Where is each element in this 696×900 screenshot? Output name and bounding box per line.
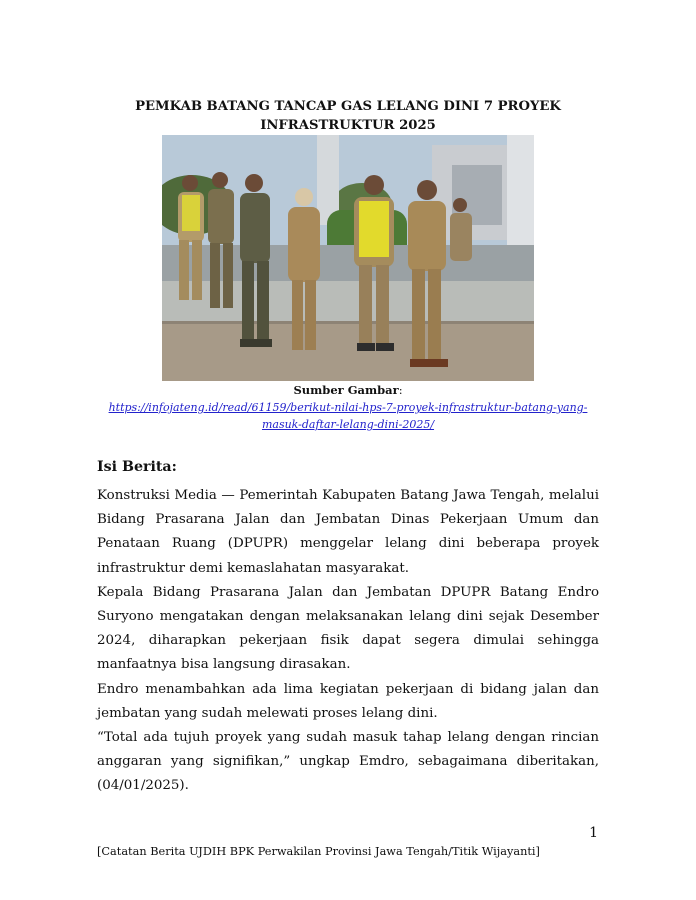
page-footer: [Catatan Berita UJDIH BPK Perwakilan Provinsi Jawa Tengah/Titik Wijayanti] [97,845,540,858]
news-photo [162,135,534,381]
paragraph-2: Kepala Bidang Prasarana Jalan dan Jembatan DPUPR Batang Endro Suryono mengatakan dengan melaksanakan lelang dini sejak Desember 2024, diharapkan pekerjaan fisik dapat segera dimulai sehingga manfaatnya bisa langsung dirasakan. [97,584,599,673]
section-heading: Isi Berita: [97,459,177,475]
paragraph-3: Endro menambahkan ada lima kegiatan pekerjaan di bidang jalan dan jembatan yang sudah melewati proses lelang dini. [97,681,599,721]
image-source-label-line [90,382,606,399]
news-title [120,97,576,135]
image-source-label: Sumber Gambar [293,383,399,397]
paragraph-1: Konstruksi Media — Pemerintah Kabupaten Batang Jawa Tengah, melalui Bidang Prasarana Jalan dan Jembatan Dinas Pekerjaan Umum dan Penataan Ruang (DPUPR) menggelar lelang dini beberapa proyek infrastruktur demi kemaslahatan masyarakat. [97,488,599,576]
news-body [97,484,599,799]
page-number: 1 [589,825,598,841]
paragraph-4: “Total ada tujuh proyek yang sudah masuk tahap lelang dengan rincian anggaran yang signifikan,” ungkap Emdro, sebagaimana diberitakan, (04/01/2025). [97,730,599,794]
image-caption [90,382,606,433]
image-source-colon: : [398,383,403,397]
news-title-line-2: INFRASTRUKTUR 2025 [260,118,436,133]
news-title-line-1: PEMKAB BATANG TANCAP GAS LELANG DINI 7 PROYEK [135,99,561,114]
image-source-link[interactable]: https://infojateng.id/read/61159/berikut-nilai-hps-7-proyek-infrastruktur-batang-yang-masuk-daftar-lelang-dini-2025/ [108,401,588,431]
